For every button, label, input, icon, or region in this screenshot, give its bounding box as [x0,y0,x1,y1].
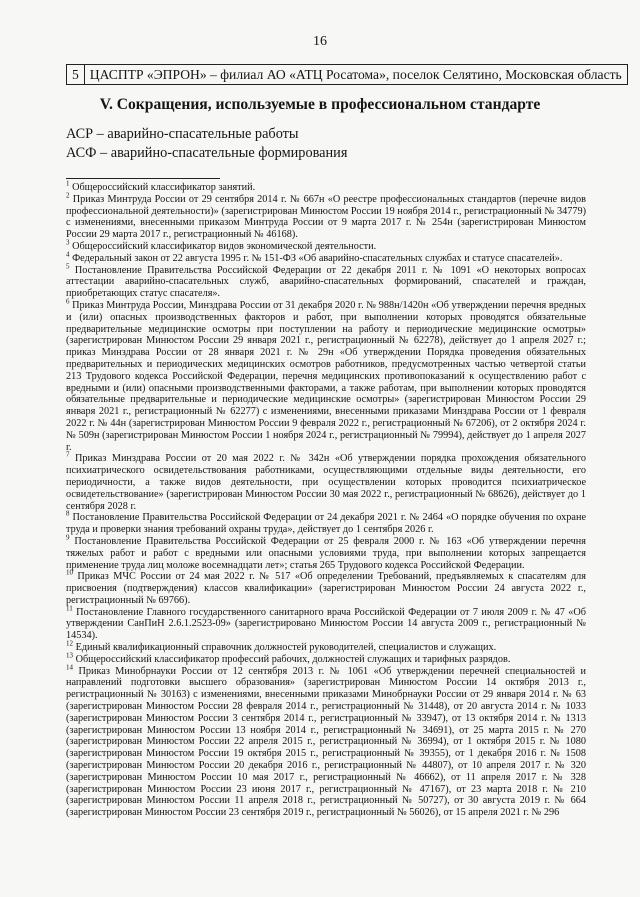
footnote-5: $^5$ Постановление Правительства Российской Федерации от 22 декабря 2011 г. № 1091 «О некоторых вопросах аттестации аварийно-спасательных служб, аварийно-спасательных формирований, спасателей и граждан, приобретающих статус спасателя». [66,262,586,300]
footnote-8: $^8$ Постановление Правительства Российской Федерации от 24 декабря 2021 г. № 2464 «О порядке обучения по охране труда и проверки знания требований охраны труда», действует до 1 сентября 2026 г. [66,509,586,536]
section-title: V. Сокращения, используемые в профессиональном стандарте [99,96,541,113]
abbreviation-asr: АСР – аварийно-спасательные работы [66,126,299,142]
footnote-3: $^3$ Общероссийский классификатор видов экономической деятельности. [66,238,377,252]
row-number: 5 [67,65,85,85]
footnote-12: $^{12}$ Единый квалификационный справочник должностей руководителей, специалистов и служащих. [66,639,497,654]
abbreviation-asf: АСФ – аварийно-спасательные формирования [66,145,348,161]
footnotes [66,179,587,819]
page-number: 16 [313,34,327,49]
footnote-divider [66,178,220,179]
footnote-10: $^{10}$ Приказ МЧС России от 24 мая 2022 г. № 517 «Об определении Требований, предъявляемых к спасателям для присвоения (подтверждения) классов квалификации» (зарегистрирован Минюстом России 24 августа 2022 г., регистрационный № 69766). [66,568,586,606]
footnote-14: $^{14}$ Приказ Минобрнауки России от 12 сентября 2013 г. № 1061 «Об утверждении перечней специальностей и направлений подготовки высшего образования» (зарегистрирован Минюстом России 14 октября 2013 г., регистрационный № 30163) с изменениями, внесенными приказами Минобрнауки России от 29 января 2014 г. № 63 (зарегистрирован Минюстом России 28 февраля 2014 г., регистрационный № 31448), от 20 августа 2014 г. № 1033 (зарегистрирован Минюстом России 3 сентября 2014 г., регистрационный № 33947), от 13 октября 2014 г. № 1313 (зарегистрирован Минюстом России 13 ноября 2014 г., регистрационный № 34691), от 25 марта 2015 г. № 270 (зарегистрирован Минюстом России 22 апреля 2015 г., регистрационный № 36994), от 1 октября 2015 г. № 1080 (зарегистрирован Минюстом России 19 октября 2015 г., регистрационный № 39355), от 1 декабря 2016 г. № 1508 (зарегистрирован Минюстом России 20 декабря 2016 г., регистрационный № 44807), от 10 апреля 2017 г. № 320 (зарегистрирован Минюстом России 10 мая 2017 г., регистрационный № 46662), от 11 апреля 2017 г. № 328 (зарегистрирован Минюстом России 23 июня 2017 г., регистрационный № 47167), от 23 марта 2018 г. № 210 (зарегистрирован Минюстом России 11 апреля 2018 г., регистрационный № 50727), от 30 августа 2019 г. № 664 (зарегистрирован Минюстом России 23 сентября 2019 г., регистрационный № 56026), от 15 апреля 2021 г. № 296 [66,663,586,819]
footnote-1: $^1$ Общероссийский классификатор занятий. [66,179,256,193]
table-row [67,65,628,85]
footnote-13: $^{13}$ Общероссийский классификатор профессий рабочих, должностей служащих и тарифных разрядов. [66,651,511,665]
footnote-4: $^4$ Федеральный закон от 22 августа 1995 г. № 151-ФЗ «Об аварийно-спасательных службах и статусе спасателей». [66,250,563,264]
organization-table [66,64,628,85]
footnote-11: $^{11}$ Постановление Главного государственного санитарного врача Российской Федерации от 7 июля 2009 г. № 47 «Об утверждении СанПиН 2.6.1.2523-09» (зарегистрировано Минюстом России 14 августа 2009 г., регистрационный № 14534). [66,604,586,642]
organization-name: ЦАСПТР «ЭПРОН» – филиал АО «АТЦ Росатома», поселок Селятино, Московская область [84,65,627,85]
footnote-9: $^9$ Постановление Правительства Российской Федерации от 25 февраля 2000 г. № 163 «Об утверждении перечня тяжелых работ и работ с вредными или опасными условиями труда, при выполнении которых запрещается применение труда лиц моложе восемнадцати лет»; статья 265 Трудового кодекса Российской Федерации. [66,533,586,571]
footnote-7: $^7$ Приказ Минздрава России от 20 мая 2022 г. № 342н «Об утверждении порядка прохождения обязательного психиатрического освидетельствования работниками, осуществляющими отдельные виды деятельности, его периодичности, а также видов деятельности, при осуществлении которых проводится психиатрическое освидетельствование» (зарегистрирован Минюстом России 30 мая 2022 г., регистрационный № 68626), действует до 1 сентября 2028 г. [66,450,587,512]
footnote-2: $^2$ Приказ Минтруда России от 29 сентября 2014 г. № 667н «О реестре профессиональных стандартов (перечне видов профессиональной деятельности)» (зарегистрирован Минюстом России 19 ноября 2014 г., регистрационный № 34779) с изменениями, внесенными приказом Минтруда России от 9 марта 2017 г. № 254н (зарегистрирован Минюстом России 29 марта 2017 г., регистрационный № 46168). [66,191,587,241]
footnote-6: $^6$ Приказ Минтруда России, Минздрава России от 31 декабря 2020 г. № 988н/1420н «Об утверждении перечня вредных и (или) опасных производственных факторов и работ, при выполнении которых проводятся обязательные предварительные медицинские осмотры при поступлении на работу и периодические медицинские осмотры» (зарегистрирован Минюстом России 29 января 2021 г., регистрационный № 62278), действует до 1 апреля 2027 г.; приказ Минздрава России от 28 января 2021 г. № 29н «Об утверждении Порядка проведения обязательных предварительных и периодических медицинских осмотров работников, предусмотренных частью четвертой статьи 213 Трудового кодекса Российской Федерации, перечня медицинских противопоказаний к осуществлению работ с вредными и (или) опасными производственными факторами, а также работам, при выполнении которых проводятся обязательные предварительные и периодические медицинские осмотры» (зарегистрирован Минюстом России 29 января 2021 г., регистрационный № 62277) с изменениями, внесенными приказами Минздрава России от 1 февраля 2022 г. № 44н (зарегистрирован Минюстом России 9 февраля 2022 г., регистрационный № 67206), от 2 октября 2024 г. № 509н (зарегистрирован Минюстом России 1 ноября 2024 г., регистрационный № 79994), действует до 1 апреля 2027 г. [66,297,586,453]
